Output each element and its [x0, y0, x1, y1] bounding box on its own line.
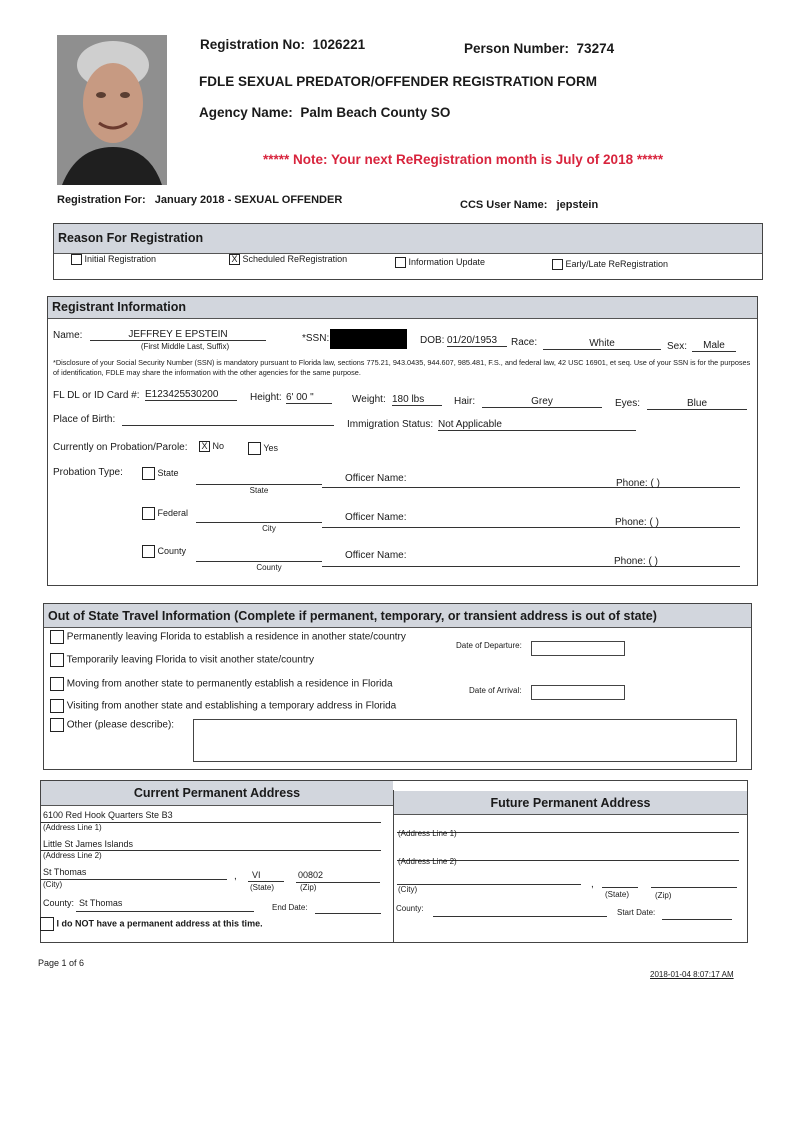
- ssn-redacted-block: [330, 329, 407, 349]
- person-no-value: 73274: [576, 41, 615, 56]
- travel-option-label: Moving from another state to permanently establish a residence in Florida: [66, 678, 393, 690]
- probation-type-county[interactable]: [142, 545, 186, 558]
- agency-name: [199, 105, 450, 120]
- other-description-input[interactable]: [193, 719, 737, 762]
- reason-option-initial[interactable]: [71, 254, 156, 265]
- reason-section: [53, 223, 763, 280]
- ccs-label: CCS User Name:: [460, 199, 548, 211]
- dl-value: E123425530200: [145, 389, 237, 401]
- ssn-disclosure-text: *Disclosure of your Social Security Number (SSN) is mandatory pursuant to Florida law, sections 775.21, 943.0435, 944.607, 985.481, F.S., and federal law, 42 USC 16901, et seq. Use of your SSN is for the purposes of identification, FDLE may share the information with the other agencies for the same purpose.: [53, 358, 751, 377]
- travel-option-moving-in[interactable]: [50, 677, 393, 691]
- race-label: Race:: [511, 337, 538, 348]
- line: [662, 919, 732, 920]
- ccs-user-value: jepstein: [556, 199, 599, 211]
- reason-option-label: Information Update: [408, 257, 486, 267]
- county-value: St Thomas: [79, 898, 123, 908]
- zip-label: (Zip): [300, 883, 317, 892]
- reason-option-early-late[interactable]: [552, 259, 668, 270]
- travel-option-temporary-leaving[interactable]: [50, 653, 314, 667]
- departure-date-label: Date of Departure:: [456, 641, 522, 650]
- no-permanent-address[interactable]: [40, 917, 263, 931]
- travel-option-visiting[interactable]: [50, 699, 396, 713]
- race-value: White: [543, 338, 661, 350]
- line: [248, 881, 284, 882]
- travel-option-other[interactable]: [50, 718, 174, 732]
- line: [651, 887, 737, 888]
- state-line: [196, 484, 322, 485]
- dl-label: FL DL or ID Card #:: [53, 390, 140, 401]
- registration-for: [57, 194, 342, 206]
- travel-option-label: Visiting from another state and establishing a temporary address in Florida: [66, 700, 397, 712]
- line: [41, 879, 227, 880]
- eyes-value: Blue: [647, 398, 747, 410]
- county-line: [196, 561, 322, 562]
- form-title: FDLE SEXUAL PREDATOR/OFFENDER REGISTRATION FORM: [199, 74, 598, 89]
- checkbox[interactable]: [142, 507, 155, 520]
- probation-type-option-label: State: [157, 467, 179, 478]
- reason-option-scheduled[interactable]: [229, 254, 347, 265]
- reason-section-title: Reason For Registration: [54, 224, 762, 254]
- current-zip: 00802: [298, 870, 324, 880]
- zip-label: (Zip): [655, 891, 672, 900]
- current-city: St Thomas: [43, 867, 87, 877]
- agency-label: Agency Name:: [199, 105, 293, 120]
- probation-type-label: Probation Type:: [53, 467, 123, 478]
- reason-option-label: Early/Late ReRegistration: [565, 259, 669, 269]
- probation-type-federal[interactable]: [142, 507, 188, 520]
- address-line1-label: (Address Line 1): [398, 829, 457, 838]
- name-label: Name:: [53, 330, 83, 341]
- sex-value: Male: [692, 340, 736, 352]
- reg-no-value: 1026221: [312, 37, 366, 52]
- current-address-title: Current Permanent Address: [41, 781, 393, 806]
- checkbox[interactable]: [50, 653, 64, 667]
- dob-value: 01/20/1953: [447, 335, 507, 347]
- line: [602, 887, 638, 888]
- state-label: (State): [605, 890, 630, 899]
- reg-for-label: Registration For:: [57, 194, 146, 206]
- comma: ,: [591, 879, 594, 890]
- person-no-label: Person Number:: [464, 41, 570, 56]
- officer-name-label: Officer Name:: [345, 473, 407, 484]
- reason-option-update[interactable]: [395, 257, 485, 268]
- checkbox-checked[interactable]: X: [229, 254, 240, 265]
- pob-label: Place of Birth:: [53, 414, 116, 425]
- checkbox[interactable]: [71, 254, 82, 265]
- print-timestamp: 2018-01-04 8:07:17 AM: [650, 970, 734, 979]
- start-date-label: Start Date:: [617, 908, 656, 917]
- current-address-line1: 6100 Red Hook Quarters Ste B3: [43, 810, 173, 820]
- person-number: [464, 41, 614, 56]
- city-label: (City): [398, 885, 418, 894]
- probation-type-state[interactable]: [142, 467, 179, 480]
- line: [433, 916, 607, 917]
- checkbox[interactable]: [50, 718, 64, 732]
- county-label: County:: [43, 898, 75, 908]
- probation-label: Currently on Probation/Parole:: [53, 442, 188, 453]
- current-state: VI: [252, 870, 261, 880]
- registrant-section-title: Registrant Information: [48, 297, 757, 319]
- address-line2-label: (Address Line 2): [43, 851, 102, 860]
- phone-label: Phone: ( ): [616, 478, 660, 489]
- checkbox[interactable]: [142, 467, 155, 480]
- probation-type-option-label: Federal: [157, 507, 189, 518]
- arrival-date-label: Date of Arrival:: [469, 686, 522, 695]
- hair-value: Grey: [482, 396, 602, 408]
- future-address-title: Future Permanent Address: [394, 791, 747, 815]
- probation-type-option-label: County: [157, 545, 187, 556]
- checkbox[interactable]: [50, 677, 64, 691]
- reg-for-value: January 2018 - SEXUAL OFFENDER: [154, 194, 343, 206]
- checkbox[interactable]: [50, 630, 64, 644]
- name-hint: (First Middle Last, Suffix): [140, 342, 230, 351]
- dob-label: DOB:: [420, 335, 445, 346]
- line: [76, 911, 254, 912]
- arrival-date-input[interactable]: [531, 685, 625, 700]
- phone-label: Phone: ( ): [614, 556, 658, 567]
- checkbox-checked[interactable]: X: [199, 441, 210, 452]
- city-label: (City): [43, 880, 63, 889]
- registrant-photo: [57, 35, 167, 185]
- departure-date-input[interactable]: [531, 641, 625, 656]
- name-value: JEFFREY E EPSTEIN: [90, 329, 266, 341]
- registration-number: [200, 37, 365, 52]
- officer-line: [322, 527, 740, 528]
- probation-yes-label: Yes: [263, 442, 279, 453]
- probation-no-label: No: [212, 441, 225, 451]
- checkbox[interactable]: [40, 917, 54, 931]
- line: [315, 913, 381, 914]
- ssn-label: *SSN:: [302, 333, 330, 344]
- travel-option-label: Temporarily leaving Florida to visit another state/country: [66, 654, 314, 666]
- end-date-label: End Date:: [272, 903, 308, 912]
- sex-label: Sex:: [667, 341, 688, 352]
- checkbox[interactable]: [142, 545, 155, 558]
- pob-line: [122, 425, 334, 426]
- no-address-label: I do NOT have a permanent address at this time.: [56, 918, 263, 929]
- phone-label: Phone: ( ): [615, 517, 659, 528]
- reason-option-label: Scheduled ReRegistration: [242, 254, 348, 264]
- officer-line: [322, 487, 740, 488]
- travel-option-label: Other (please describe):: [66, 719, 175, 731]
- agency-value: Palm Beach County SO: [300, 105, 451, 120]
- immigration-label: Immigration Status:: [347, 419, 434, 430]
- hair-label: Hair:: [454, 396, 476, 407]
- checkbox[interactable]: [395, 257, 406, 268]
- officer-line: [322, 566, 740, 567]
- state-label: (State): [250, 883, 275, 892]
- current-address-line2: Little St James Islands: [43, 839, 134, 849]
- weight-value: 180 lbs: [392, 394, 442, 406]
- reregistration-note: ***** Note: Your next ReRegistration month is July of 2018 *****: [263, 152, 664, 167]
- page-number: Page 1 of 6: [38, 958, 85, 968]
- line: [397, 884, 581, 885]
- eyes-label: Eyes:: [615, 398, 641, 409]
- address-line1-label: (Address Line 1): [43, 823, 102, 832]
- probation-yes[interactable]: [248, 442, 278, 455]
- height-value: 6' 00 ": [286, 392, 332, 404]
- height-label: Height:: [250, 392, 282, 403]
- travel-option-permanent-leaving[interactable]: [50, 630, 406, 644]
- county-label: County:: [396, 904, 424, 913]
- reg-no-label: Registration No:: [200, 37, 306, 52]
- county-sublabel: County: [256, 563, 282, 572]
- current-county: [43, 898, 122, 908]
- probation-no[interactable]: [199, 441, 224, 452]
- immigration-value: Not Applicable: [438, 419, 636, 431]
- officer-name-label: Officer Name:: [345, 512, 407, 523]
- reason-option-label: Initial Registration: [84, 254, 157, 264]
- travel-section-title: Out of State Travel Information (Complete if permanent, temporary, or transient address is out of state): [44, 604, 751, 628]
- checkbox[interactable]: [552, 259, 563, 270]
- ccs-user: [460, 199, 598, 211]
- officer-name-label: Officer Name:: [345, 550, 407, 561]
- travel-option-label: Permanently leaving Florida to establish a residence in another state/country: [66, 631, 406, 643]
- weight-label: Weight:: [352, 394, 386, 405]
- state-sublabel: State: [249, 486, 269, 495]
- checkbox[interactable]: [248, 442, 261, 455]
- checkbox[interactable]: [50, 699, 64, 713]
- address-line2-label: (Address Line 2): [398, 857, 457, 866]
- city-sublabel: City: [262, 524, 276, 533]
- city-line: [196, 522, 322, 523]
- comma: ,: [234, 871, 237, 882]
